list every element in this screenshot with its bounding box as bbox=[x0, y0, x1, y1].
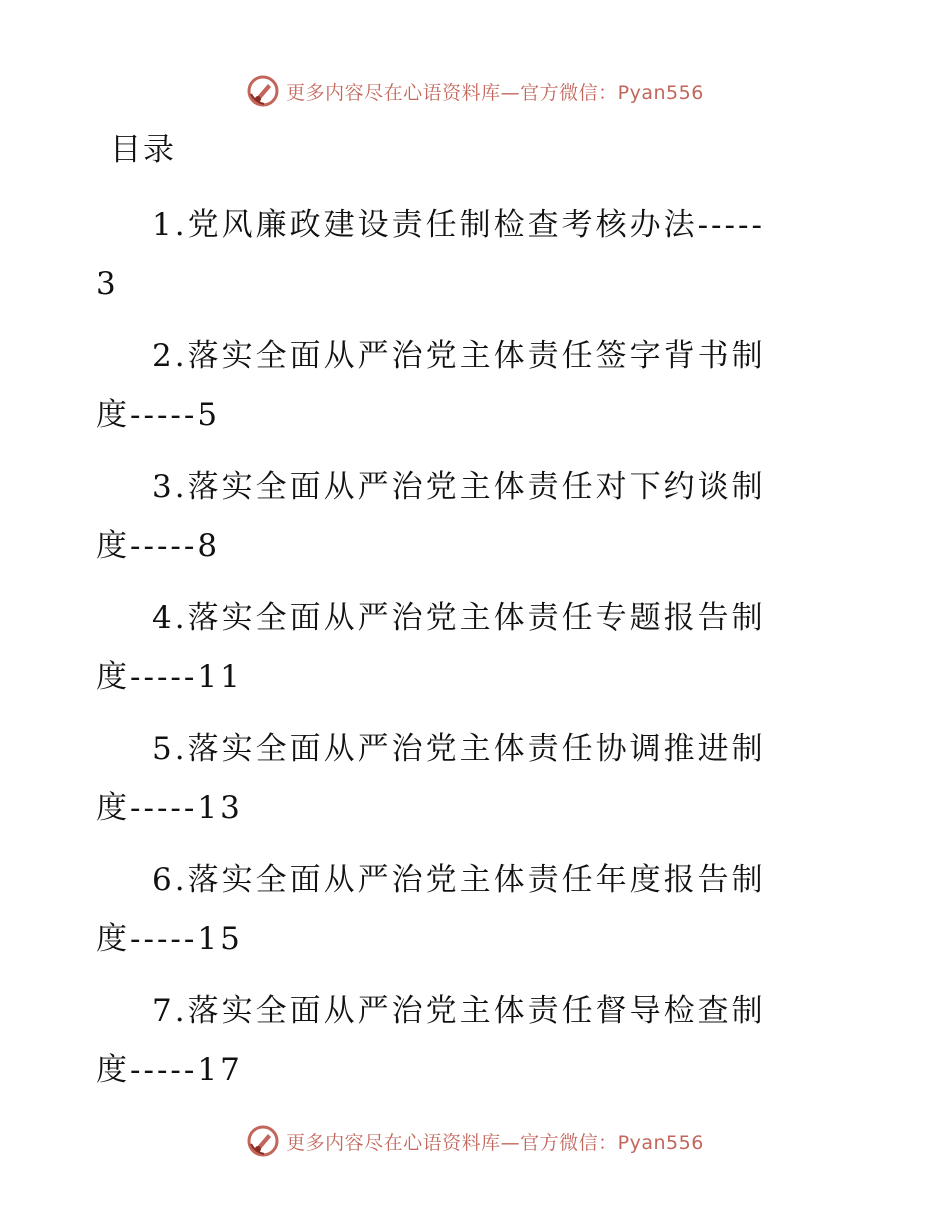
toc-item-page: 3 bbox=[96, 266, 119, 302]
watermark-text: 更多内容尽在心语资料库—官方微信：Pyan556 bbox=[286, 81, 704, 104]
toc-item-page: 8 bbox=[197, 528, 221, 564]
toc-item-title: 落实全面从严治党主体责任协调推进制度 bbox=[96, 731, 766, 826]
toc-item-title: 落实全面从严治党主体责任专题报告制度 bbox=[96, 600, 766, 695]
toc-item-title: 落实全面从严治党主体责任对下约谈制度 bbox=[96, 469, 766, 564]
toc-item-leader: ----- bbox=[130, 1052, 198, 1088]
toc-item bbox=[96, 327, 776, 445]
toc-item-number: 1. bbox=[152, 207, 188, 243]
toc-item-leader: ----- bbox=[697, 207, 765, 243]
toc-item-title: 落实全面从严治党主体责任签字背书制度 bbox=[96, 338, 766, 433]
toc-item-number: 3. bbox=[152, 469, 188, 505]
toc-item-number: 2. bbox=[152, 338, 188, 374]
toc-item bbox=[96, 589, 776, 707]
toc-title: 目录 bbox=[110, 132, 176, 168]
toc-item-leader: ----- bbox=[130, 528, 198, 564]
toc-item-leader: ----- bbox=[130, 659, 198, 695]
watermark-text: 更多内容尽在心语资料库—官方微信：Pyan556 bbox=[286, 1131, 704, 1154]
toc-item-leader: ----- bbox=[130, 921, 198, 957]
toc-list bbox=[96, 196, 776, 1113]
header-watermark bbox=[0, 74, 950, 108]
toc-item-number: 5. bbox=[152, 731, 188, 767]
toc-item bbox=[96, 458, 776, 576]
toc-item-title: 落实全面从严治党主体责任督导检查制度 bbox=[96, 993, 766, 1088]
toc-item-number: 7. bbox=[152, 993, 188, 1029]
toc-item-title: 落实全面从严治党主体责任年度报告制度 bbox=[96, 862, 766, 957]
toc-item-number: 4. bbox=[152, 600, 188, 636]
toc-item bbox=[96, 196, 776, 314]
toc-item-page: 5 bbox=[197, 397, 221, 433]
toc-item-page: 15 bbox=[197, 921, 243, 957]
toc-item-page: 11 bbox=[197, 659, 243, 695]
footer-watermark bbox=[0, 1124, 950, 1158]
toc-item bbox=[96, 720, 776, 838]
toc-item-page: 17 bbox=[197, 1052, 243, 1088]
pen-nib-logo-icon bbox=[246, 74, 280, 108]
toc-item bbox=[96, 982, 776, 1100]
toc-item bbox=[96, 851, 776, 969]
toc-item-number: 6. bbox=[152, 862, 188, 898]
toc-item-title: 党风廉政建设责任制检查考核办法 bbox=[187, 207, 698, 243]
toc-item-leader: ----- bbox=[130, 790, 198, 826]
toc-item-leader: ----- bbox=[130, 397, 198, 433]
toc-item-page: 13 bbox=[197, 790, 243, 826]
pen-nib-logo-icon bbox=[246, 1124, 280, 1158]
